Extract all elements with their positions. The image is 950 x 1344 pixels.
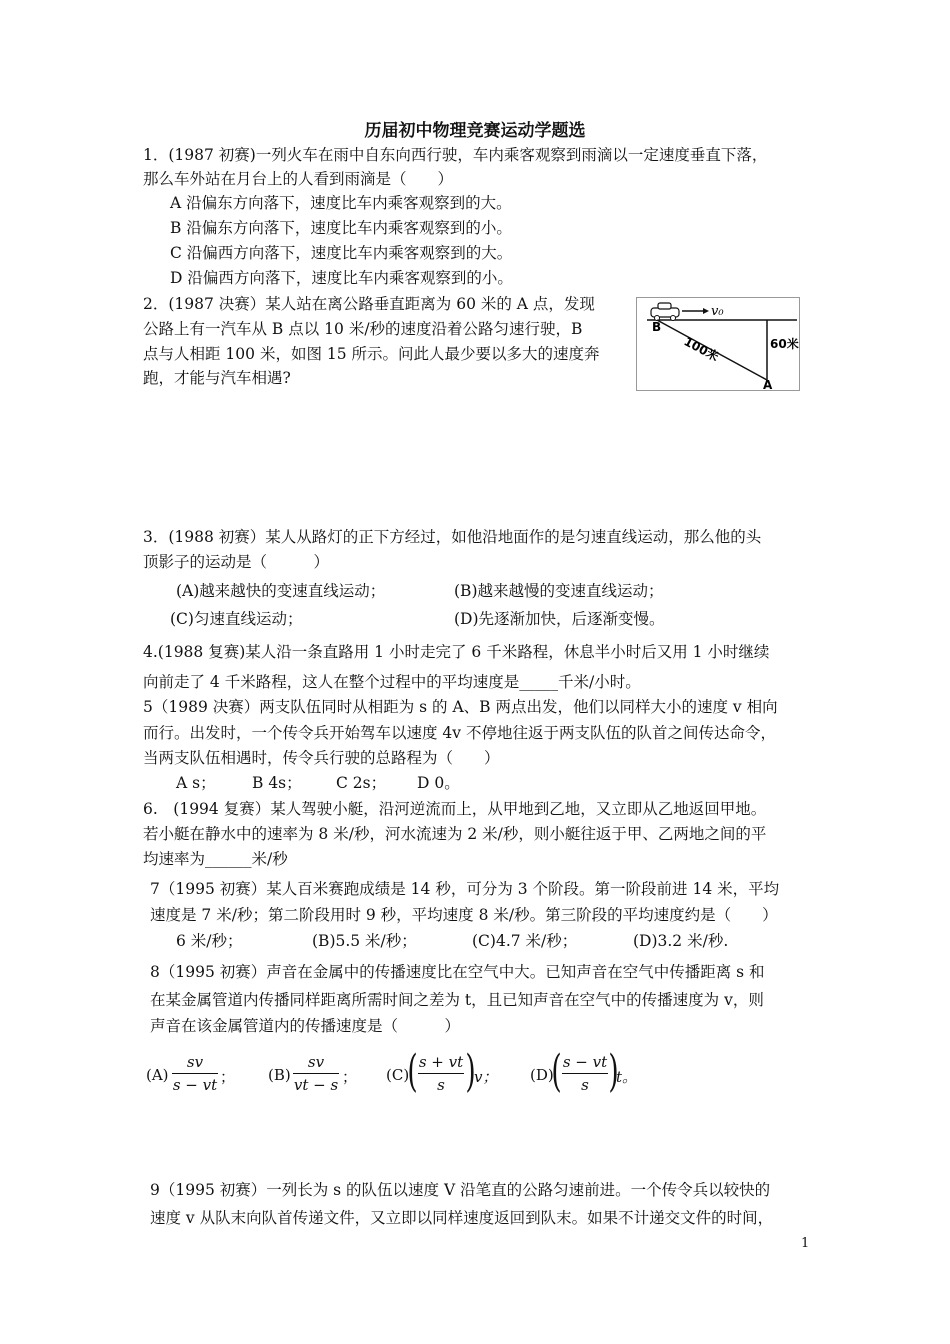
q1-option-d: D 沿偏西方向落下，速度比车内乘客观察到的小。 [170, 269, 513, 287]
q8-option-a-fraction [172, 1053, 218, 1094]
q8-option-b-denominator: vt − s [293, 1076, 339, 1094]
q5-option-a: A s； [176, 774, 216, 792]
q7-option-d: (D)3.2 米/秒. [633, 932, 729, 950]
road-diagram-svg [637, 298, 799, 390]
q8-option-d-tail: t。 [616, 1068, 638, 1086]
q8-option-d-denominator: s [581, 1076, 589, 1094]
q8-line1: 8（1995 初赛）声音在金属中的传播速度比在空气中大。已知声音在空气中传播距离 s 和 [150, 963, 765, 981]
point-b-label: B [652, 320, 662, 334]
q7-option-a: 6 米/秒； [176, 932, 243, 950]
q7-line1: 7（1995 初赛）某人百米赛跑成绩是 14 秒，可分为 3 个阶段。第一阶段前进 14 米，平均 [150, 880, 780, 898]
q8-option-c-tail: v； [474, 1068, 498, 1086]
q8-option-b-label: (B) [268, 1066, 291, 1084]
q2-line1: 2．(1987 决赛）某人站在离公路垂直距离为 60 米的 A 点，发现 [143, 295, 595, 313]
page-title: 历届初中物理竞赛运动学题选 [364, 121, 586, 141]
q5-option-d: D 0。 [417, 774, 460, 792]
q8-option-c-label: (C) [386, 1066, 410, 1084]
q1-option-b: B 沿偏东方向落下，速度比车内乘客观察到的小。 [170, 219, 512, 237]
q5-line1: 5（1989 决赛）两支队伍同时从相距为 s 的 A、B 两点出发，他们以同样大小的速度 v 相向 [143, 698, 778, 716]
q8-line3: 声音在该金属管道内的传播速度是（ ） [150, 1017, 461, 1035]
q2-line3: 点与人相距 100 米，如图 15 所示。问此人最少要以多大的速度奔 [143, 345, 600, 363]
q3-option-a: (A)越来越快的变速直线运动； [176, 582, 386, 600]
left-paren: ( [551, 1046, 562, 1097]
q8-option-d-label: (D) [530, 1066, 554, 1084]
q5-option-c: C 2s； [336, 774, 387, 792]
velocity-arrowhead [703, 308, 709, 314]
q1-option-a: A 沿偏东方向落下，速度比车内乘客观察到的大。 [170, 194, 512, 212]
q8-option-c-denominator: s [437, 1076, 445, 1094]
q7-option-c: (C)4.7 米/秒； [472, 932, 578, 950]
q8-option-b-tail: ； [342, 1068, 358, 1086]
q3-stem-line2: 顶影子的运动是（ ） [143, 553, 330, 571]
q1-stem-line1: 1．(1987 初赛)一列火车在雨中自东向西行驶，车内乘客观察到雨滴以一定速度垂直下落， [143, 146, 768, 164]
q6-line3: 均速率为______米/秒 [143, 850, 288, 868]
q4-line1: 4.(1988 复赛)某人沿一条直路用 1 小时走完了 6 千米路程，休息半小时后又用 1 小时继续 [143, 643, 770, 661]
left-paren: ( [407, 1046, 418, 1097]
velocity-label: v₀ [711, 304, 724, 319]
q8-option-d-fraction [562, 1053, 608, 1094]
q3-option-c: (C)匀速直线运动； [170, 610, 303, 628]
q8-option-b-numerator: sv [307, 1053, 325, 1071]
q8-option-d-numerator: s − vt [562, 1053, 608, 1071]
right-paren: ) [465, 1046, 476, 1097]
q2-line4: 跑，才能与汽车相遇? [143, 369, 291, 387]
car-icon [651, 303, 679, 321]
distance-100-label: 100米 [681, 334, 721, 365]
q9-line1: 9（1995 初赛）一列长为 s 的队伍以速度 V 沿笔直的公路匀速前进。一个传令兵以较快的 [150, 1181, 771, 1199]
q6-line2: 若小艇在静水中的速率为 8 米/秒，河水流速为 2 米/秒，则小艇往返于甲、乙两地之间的平 [143, 825, 767, 843]
q2-line2: 公路上有一汽车从 B 点以 10 米/秒的速度沿着公路匀速行驶，B [143, 320, 583, 338]
fraction-bar [293, 1073, 339, 1074]
q8-option-a-label: (A) [146, 1066, 169, 1084]
q8-option-c-fraction [418, 1053, 464, 1094]
q6-line1: 6. (1994 复赛）某人驾驶小艇，沿河逆流而上，从甲地到乙地，又立即从乙地返回甲地。 [143, 800, 767, 818]
q5-option-b: B 4s； [252, 774, 302, 792]
q8-option-b-fraction [293, 1053, 339, 1094]
q7-line2: 速度是 7 米/秒；第二阶段用时 9 秒，平均速度 8 米/秒。第三阶段的平均速度约是（ ） [150, 906, 778, 924]
q8-option-c-numerator: s + vt [418, 1053, 464, 1071]
q3-option-d: (D)先逐渐加快，后逐渐变慢。 [454, 610, 665, 628]
distance-60-label: 60米 [770, 337, 799, 351]
q5-line2: 而行。出发时，一个传令兵开始驾车以速度 4v 不停地往返于两支队伍的队首之间传达命令， [143, 724, 776, 742]
point-a-label: A [763, 378, 773, 390]
fraction-bar [418, 1073, 464, 1074]
q7-option-b: (B)5.5 米/秒； [312, 932, 417, 950]
fraction-bar [562, 1073, 608, 1074]
page-number: 1 [801, 1236, 810, 1251]
q2-diagram [636, 297, 800, 391]
q9-line2: 速度 v 从队末向队首传递文件，又立即以同样速度返回到队末。如果不计递交文件的时间， [150, 1209, 774, 1227]
fraction-bar [172, 1073, 218, 1074]
q3-option-b: (B)越来越慢的变速直线运动； [454, 582, 664, 600]
q8-option-a-numerator: sv [186, 1053, 204, 1071]
q8-line2: 在某金属管道内传播同样距离所需时间之差为 t，且已知声音在空气中的传播速度为 v，则 [150, 991, 764, 1009]
q1-option-c: C 沿偏西方向落下，速度比车内乘客观察到的大。 [170, 244, 513, 262]
right-paren: ) [608, 1046, 619, 1097]
q5-line3: 当两支队伍相遇时，传令兵行驶的总路程为（ ） [143, 749, 500, 767]
q1-stem-line2: 那么车外站在月台上的人看到雨滴是（ ） [143, 170, 454, 188]
q8-option-a-denominator: s − vt [172, 1076, 218, 1094]
q3-stem-line1: 3．(1988 初赛）某人从路灯的正下方经过，如他沿地面作的是匀速直线运动，那么他的头 [143, 528, 762, 546]
q8-option-a-tail: ； [220, 1068, 236, 1086]
q4-line2: 向前走了 4 千米路程，这人在整个过程中的平均速度是_____千米/小时。 [143, 673, 641, 691]
